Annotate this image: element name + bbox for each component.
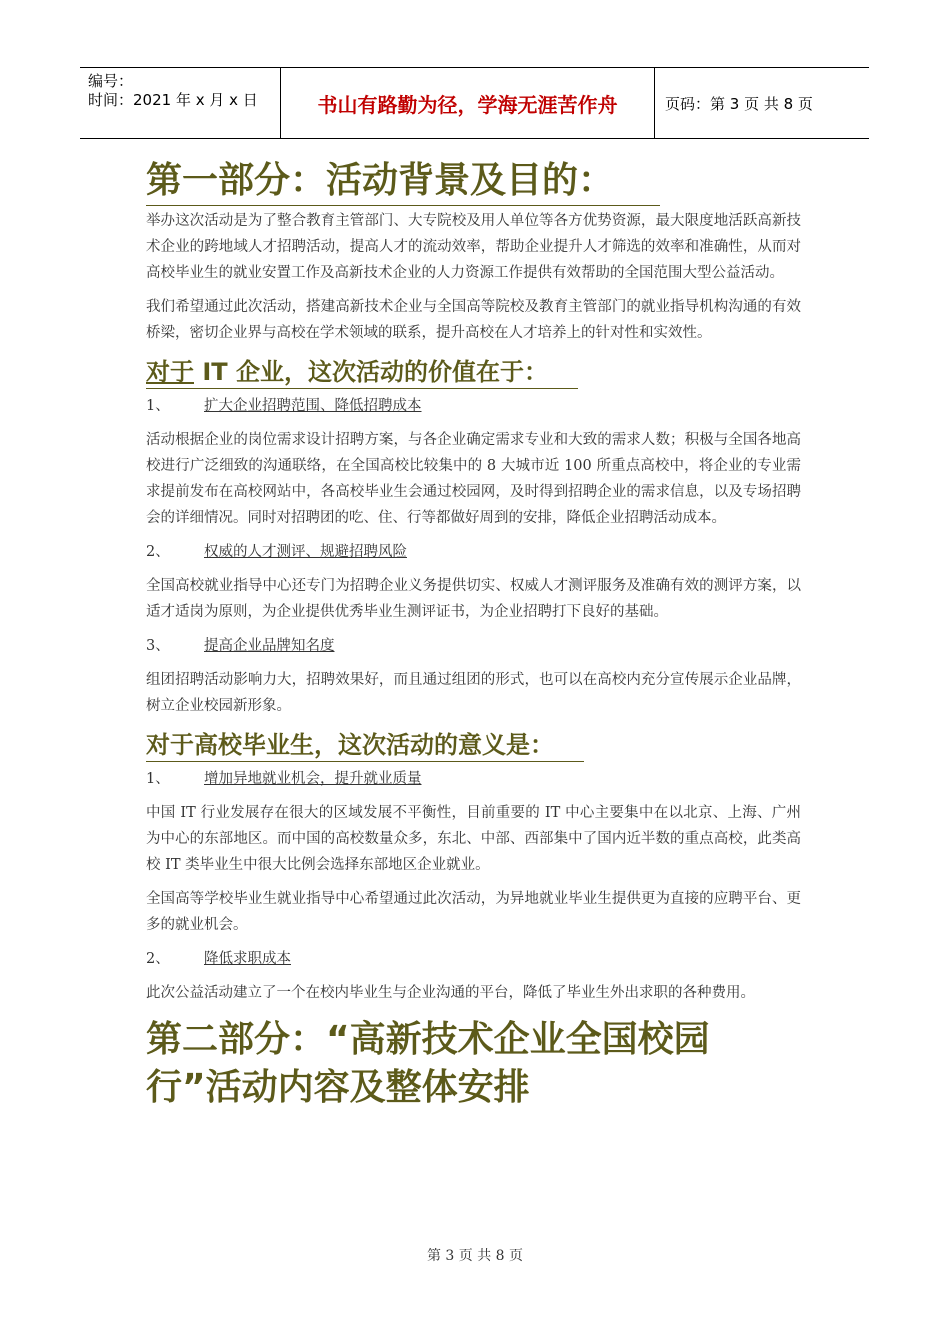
number-label: 编号： <box>88 72 134 90</box>
document-body <box>146 157 801 1112</box>
it-title-rest: IT 企业，这次活动的价值在于： <box>194 358 549 386</box>
it-title-prefix: 对于 <box>146 358 194 386</box>
it-item-3-heading <box>146 633 801 659</box>
it-item-1-body: 活动根据企业的岗位需求设计招聘方案，与各企业确定需求专业和大致的需求人数；积极与全国各地高校进行广泛细致的沟通联络，在全国高校比较集中的 8 大城市近 100 所重点高校中，将企业的专业需求提前发布在高校网站中，各高校毕业生会通过校园网，及时得到招聘企业的需求信息，以及专场招聘会的详细情况。同时对招聘团的吃、住、行等都做好周到的安排，降低企业招聘活动成本。 <box>146 432 801 526</box>
grad-item-1-heading <box>146 766 801 792</box>
grad-item-2-body: 此次公益活动建立了一个在校内毕业生与企业沟通的平台，降低了毕业生外出求职的各种费用。 <box>146 985 755 1001</box>
header-page-code: 页码：第 3 页 共 8 页 <box>665 94 813 113</box>
grad-item-1-body-2: 全国高等学校毕业生就业指导中心希望通过此次活动，为异地就业毕业生提供更为直接的应聘平台、更多的就业机会。 <box>146 891 801 933</box>
grad-section-title: 对于高校毕业生，这次活动的意义是： <box>146 729 584 762</box>
page-footer: 第 3 页 共 8 页 <box>426 1248 524 1264</box>
section1-paragraph-2: 我们希望通过此次活动，搭建高新技术企业与全国高等院校及教育主管部门的就业指导机构沟通的有效桥梁，密切企业界与高校在学术领域的联系，提升高校在人才培养上的针对性和实效性。 <box>146 299 801 341</box>
it-item-1-heading <box>146 393 801 419</box>
it-item-2-number: 2、 <box>146 544 170 560</box>
it-item-3-body: 组团招聘活动影响力大，招聘效果好，而且通过组团的形式，也可以在高校内充分宣传展示企业品牌，树立企业校园新形象。 <box>146 672 801 714</box>
header-table <box>80 67 869 139</box>
header-meta-cell <box>80 68 281 138</box>
grad-item-2-title: 降低求职成本 <box>204 951 291 967</box>
section2-title-line-1: 第二部分：“高新技术企业全国校园 <box>146 1019 710 1060</box>
it-item-3-number: 3、 <box>146 638 170 654</box>
grad-item-2-heading <box>146 946 801 972</box>
it-item-1-number: 1、 <box>146 398 170 414</box>
grad-item-1-body-1: 中国 IT 行业发展存在很大的区域发展不平衡性，目前重要的 IT 中心主要集中在以北京、上海、广州为中心的东部地区。而中国的高校数量众多，东北、中部、西部集中了国内近半数的重点高校，此类高校 IT 类毕业生中很大比例会选择东部地区企业就业。 <box>146 805 801 873</box>
it-item-2-heading <box>146 539 801 565</box>
it-item-3-title: 提高企业品牌知名度 <box>204 638 335 654</box>
grad-item-2-number: 2、 <box>146 951 170 967</box>
section1-title: 第一部分：活动背景及目的： <box>146 157 660 206</box>
grad-item-1-number: 1、 <box>146 771 170 787</box>
it-section-title <box>146 356 578 389</box>
it-item-2-body: 全国高校就业指导中心还专门为招聘企业义务提供切实、权威人才测评服务及准确有效的测评方案，以适才适岗为原则，为企业提供优秀毕业生测评证书，为企业招聘打下良好的基础。 <box>146 578 801 620</box>
grad-item-1-title: 增加异地就业机会，提升就业质量 <box>204 771 422 787</box>
header-motto: 书山有路勤为径，学海无涯苦作舟 <box>281 68 655 138</box>
section1-paragraph-1: 举办这次活动是为了整合教育主管部门、大专院校及用人单位等各方优势资源，最大限度地活跃高新技术企业的跨地域人才招聘活动，提高人才的流动效率，帮助企业提升人才筛选的效率和准确性，从而对高校毕业生的就业安置工作及高新技术企业的人力资源工作提供有效帮助的全国范围大型公益活动。 <box>146 213 801 281</box>
date-label: 时间：2021 年 x 月 x 日 <box>88 91 258 109</box>
it-item-1-title: 扩大企业招聘范围、降低招聘成本 <box>204 398 422 414</box>
section2-title-line-2: 行”活动内容及整体安排 <box>146 1067 530 1108</box>
it-item-2-title: 权威的人才测评、规避招聘风险 <box>204 544 407 560</box>
